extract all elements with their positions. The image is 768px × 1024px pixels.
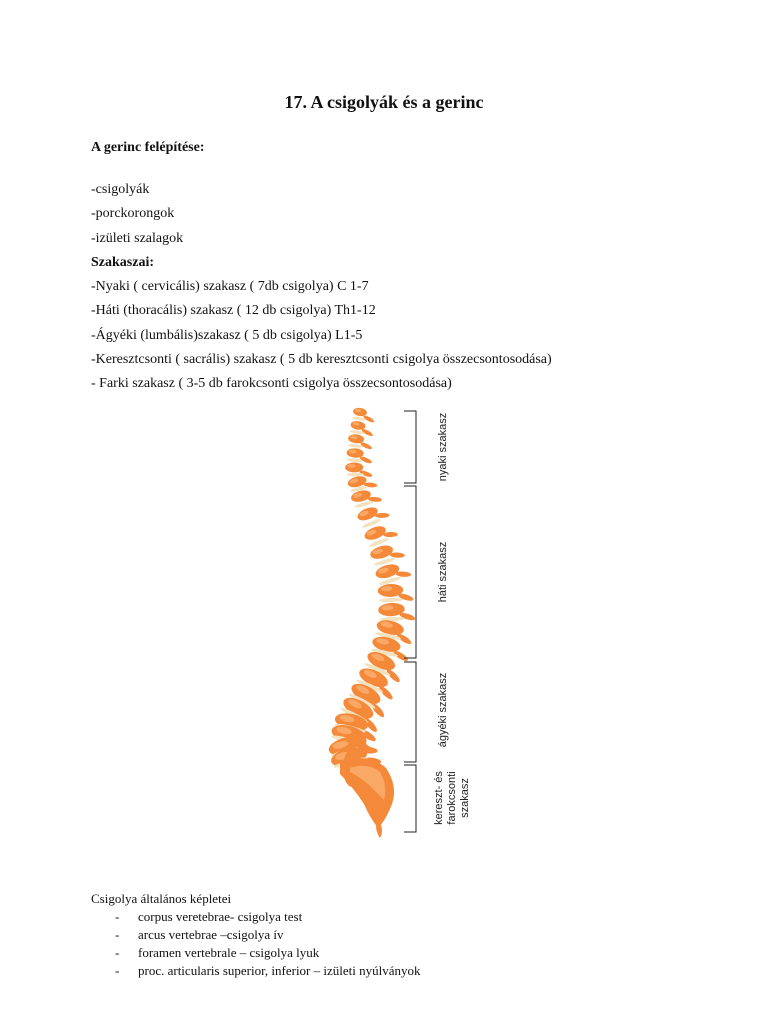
spine-text-block — [91, 178, 552, 397]
section-item-lumbar: -Ágyéki (lumbális)szakasz ( 5 db csigolya) L1-5 — [91, 327, 363, 343]
list-item-text: corpus veretebrae- csigolya test — [138, 909, 303, 924]
section-item-cervical: -Nyaki ( cervicális) szakasz ( 7db csigolya) C 1-7 — [91, 279, 369, 295]
general-list — [91, 908, 421, 980]
list-item — [91, 944, 421, 962]
section-item-sacral: -Keresztcsonti ( sacrális) szakasz ( 5 db keresztcsonti csigolya összecsontosodása) — [91, 352, 552, 368]
sections-heading: Szakaszai: — [91, 254, 154, 270]
bracket-cervical — [404, 411, 416, 483]
structure-item: -izületi szalagok — [91, 230, 184, 246]
spinous-process — [383, 532, 398, 538]
list-bullet: - — [115, 909, 120, 924]
vertebral-column — [327, 407, 416, 787]
list-item — [91, 962, 421, 980]
structure-heading: A gerinc felépítése: — [91, 140, 205, 155]
label-thoracic: háti szakasz — [437, 541, 449, 603]
structure-item: -porckorongok — [91, 206, 175, 222]
bracket-lumbar — [404, 662, 416, 762]
bracket-sacral — [404, 765, 416, 832]
list-item — [91, 926, 421, 944]
list-bullet: - — [115, 927, 120, 942]
sacrum-coccyx — [340, 758, 394, 838]
list-item-text: proc. articularis superior, inferior – izületi nyúlványok — [138, 963, 421, 978]
vertebra-highlight — [347, 464, 355, 468]
vertebra — [350, 420, 366, 430]
spine-illustration — [300, 400, 500, 840]
vertebra — [345, 462, 363, 472]
spinous-process — [390, 552, 405, 558]
label-cervical: nyaki szakasz — [437, 412, 449, 482]
section-item-coccygeal: - Farki szakasz ( 3-5 db farokcsonti csigolya összecsontosodása) — [91, 376, 452, 392]
label-sacral-2: farokcsonti — [446, 771, 458, 825]
intervertebral-disc — [379, 597, 403, 602]
page-title: 17. A csigolyák és a gerinc — [284, 92, 484, 112]
spine-svg — [300, 400, 500, 840]
label-lumbar: ágyéki szakasz — [437, 672, 449, 748]
vertebra — [353, 407, 368, 417]
label-sacral-3: szakasz — [459, 778, 471, 818]
list-item-text: arcus vertebrae –csigolya ív — [138, 927, 284, 942]
list-item — [91, 908, 421, 926]
general-structure-block — [91, 890, 421, 980]
list-bullet: - — [115, 945, 120, 960]
label-sacral-1: kereszt- és — [433, 771, 445, 825]
spinous-process — [396, 571, 412, 577]
vertebra — [348, 434, 365, 444]
section-item-thoracic: -Háti (thoracális) szakasz ( 12 db csigolya) Th1-12 — [91, 303, 376, 319]
spinous-process — [375, 513, 390, 518]
list-item-text: foramen vertebrale – csigolya lyuk — [138, 945, 320, 960]
structure-item: -csigolyák — [91, 182, 150, 197]
list-bullet: - — [115, 963, 120, 978]
general-heading: Csigolya általános képletei — [91, 891, 232, 906]
intervertebral-disc — [347, 473, 364, 477]
section-brackets — [404, 411, 416, 832]
